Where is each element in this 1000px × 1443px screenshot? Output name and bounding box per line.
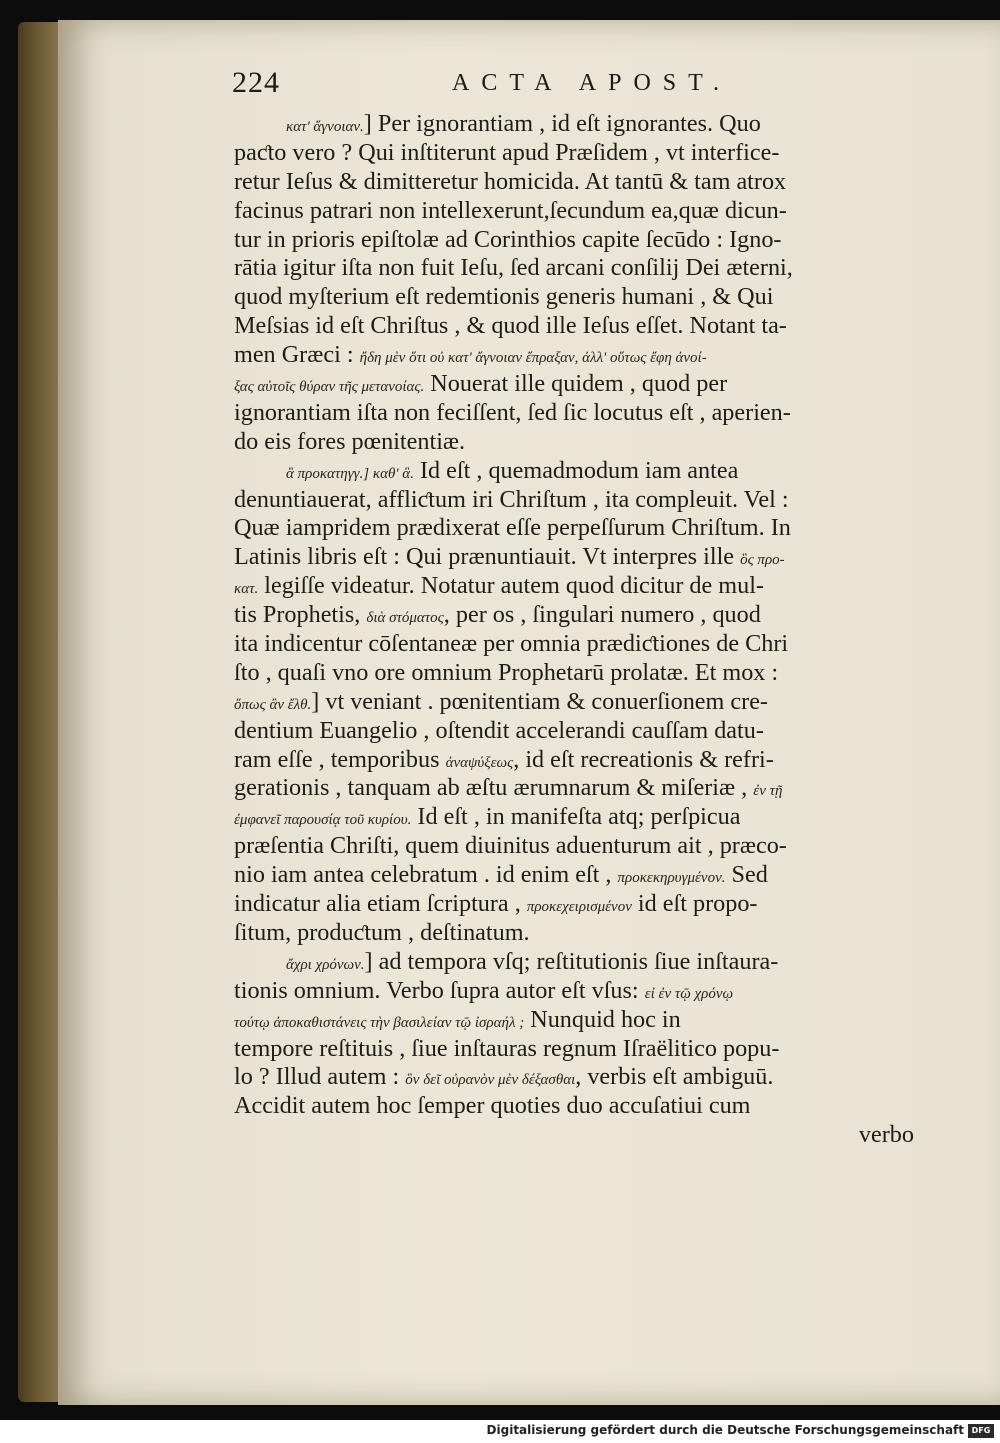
greek-lemma: ἃ προκατηγγ.] καθ' ἃ. [286,465,414,482]
greek-lemma: ξας αὐτοῖς θύραν τῆς μετανοίας. [234,379,425,396]
greek-quote: ἀναψύξεως [445,754,514,771]
footer-bar [0,1420,1000,1443]
text-line [234,774,914,803]
text-line [234,110,914,139]
text-line [234,601,914,630]
latin-text: Id eſt , in manifeſta atq; perſpicua [411,803,741,831]
latin-text: paƈto vero ? Qui inſtiterunt apud Præſidem , vt interfice- [234,138,780,166]
text-line [234,803,914,832]
greek-quote: προκεχειρισμένον [526,899,632,916]
text-line [234,226,914,255]
latin-text: Nouerat ille quidem , quod per [424,370,728,398]
greek-quote: ὃν δεῖ οὐρανὸν μὲν δέξασθαι [405,1072,576,1089]
text-line [234,948,914,977]
latin-text: facinus patrari non intellexerunt,ſecundum ea,quæ dicun- [234,196,787,224]
text-line [234,1006,914,1035]
greek-quote: διὰ στόματος [366,610,444,627]
footer-credit: Digitalisierung gefördert durch die Deutsche Forschungsgemeinschaft [486,1423,964,1437]
page-header [232,66,932,110]
latin-text: tur in prioris epiſtolæ ad Corinthios capite ſecūdo : Igno- [234,225,782,253]
latin-text: , id eſt recreationis & refri- [513,745,774,773]
latin-text: præſentia Chriſti, quem diuinitus aduenturum ait , præco- [234,832,787,860]
text-line [234,919,914,948]
latin-text: tempore reſtituis , ſiue inſtauras regnum Iſraëlitico popu- [234,1034,780,1062]
text-line [234,254,914,283]
latin-text: gerationis , tanquam ab æſtu ærumnarum & miſeriæ , [234,774,748,802]
latin-text: Sed [725,861,768,889]
text-line [234,1063,914,1092]
latin-text: Id eſt , quemadmodum iam antea [413,456,739,484]
text-line [234,890,914,919]
latin-text: Nunquid hoc in [524,1005,681,1033]
latin-text: denuntiauerat, affliƈtum iri Chriſtum , ita compleuit. Vel : [234,485,789,513]
text-line [234,630,914,659]
latin-text: ita indicentur cōſentaneæ per omnia prædiƈtiones de Chri [234,630,789,658]
latin-text: Meſsias id eſt Chriſtus , & quod ille Ieſus eſſet. Notant ta- [234,312,787,340]
greek-lemma: κατ' ἄγνοιαν. [286,119,364,135]
text-line [234,1121,914,1150]
latin-text: , per os , ſingulari numero , quod [443,601,761,629]
text-line [234,139,914,168]
dfg-logo-icon: DFG [968,1424,994,1438]
greek-quote: εἰ ἐν τῷ χρόνῳ [644,985,734,1002]
text-line [234,486,914,515]
text-line [234,543,914,572]
latin-text: men Græci : [234,341,354,369]
latin-text: verbo [858,1121,914,1149]
latin-text: rātia igitur iſta non fuit Ieſu, ſed arcani conſilij Dei æterni, [234,254,793,282]
text-line [234,1092,914,1121]
greek-quote: ἤδη μὲν ὅτι οὐ κατ' ἄγνοιαν ἔπραξαν, ἀλλ' οὕτως ἔφη ἀνοί- [359,350,707,367]
latin-text: dentium Euangelio , oſtendit accelerandi cauſſam datu- [234,716,764,744]
latin-text: Quæ iampridem prædixerat eſſe perpeſſurum Chriſtum. In [234,514,791,542]
text-line [234,1035,914,1064]
text-line [234,572,914,601]
latin-text: lo ? Illud autem : [234,1063,400,1091]
greek-quote: προκεκηρυγμένον. [617,870,726,887]
latin-text: quod myſterium eſt redemtionis generis humani , & Qui [234,283,774,311]
greek-quote: ὃς προ- [740,552,785,569]
text-line [234,977,914,1006]
latin-text: ſto , quaſi vno ore omnium Prophetarū prolatæ. Et mox : [234,658,779,686]
running-head: ACTA APOST. [452,70,731,96]
latin-text: ignorantiam iſta non feciſſent, ſed ſic locutus eſt , aperien- [234,398,791,426]
latin-text: Latinis libris eſt : Qui prænuntiauit. Vt interpres ille [234,543,735,571]
latin-text: legiſſe videatur. Notatur autem quod dicitur de mul- [258,572,764,600]
text-line [234,514,914,543]
text-line [234,197,914,226]
text-line [234,283,914,312]
text-line [234,746,914,775]
text-line [234,717,914,746]
greek-lemma: ἐμφανεῖ παρουσίᾳ τοῦ κυρίου. [234,812,412,829]
latin-text: tionis omnium. Verbo ſupra autor eſt vſus: [234,976,639,1004]
greek-lemma: ἄχρι χρόνων. [286,956,365,973]
greek-lemma: κατ. [234,581,259,598]
latin-text: ram eſſe , temporibus [234,745,440,773]
latin-text: nio iam antea celebratum . id enim eſt , [234,861,612,889]
body-text [234,110,914,1150]
latin-text: do eis fores pœnitentiæ. [234,427,466,455]
text-line [234,341,914,370]
text-line [234,832,914,861]
text-line [234,399,914,428]
text-line [234,457,914,486]
latin-text: indicatur alia etiam ſcriptura , [234,890,521,918]
text-line [234,688,914,717]
text-line [234,659,914,688]
latin-text: ] Per ignorantiam , id eſt ignorantes. Quo [363,110,761,137]
greek-lemma: τούτῳ ἀποκαθιστάνεις τὴν βασιλείαν τῷ ἰσραήλ ; [234,1014,525,1031]
greek-quote: ἐν τῇ [753,783,783,800]
text-line [234,312,914,341]
latin-text: , verbis eſt ambiguū. [575,1063,774,1091]
latin-text: Accidit autem hoc ſemper quoties duo accuſatiui cum [234,1092,751,1120]
latin-text: ] vt veniant . pœnitentiam & conuerſionem cre- [311,687,768,715]
page-number: 224 [232,66,280,99]
latin-text: tis Prophetis, [234,601,361,629]
text-line [234,428,914,457]
greek-lemma: ὅπως ἂν ἔλθ. [234,696,312,713]
text-line [234,861,914,890]
text-line [234,370,914,399]
text-line [234,168,914,197]
latin-text: ] ad tempora vſq; reſtitutionis ſiue inſtaura- [364,947,779,975]
latin-text: id eſt propo- [631,890,758,918]
latin-text: retur Ieſus & dimitteretur homicida. At tantū & tam atrox [234,167,787,195]
latin-text: ſitum, produƈtum , deſtinatum. [234,918,530,946]
